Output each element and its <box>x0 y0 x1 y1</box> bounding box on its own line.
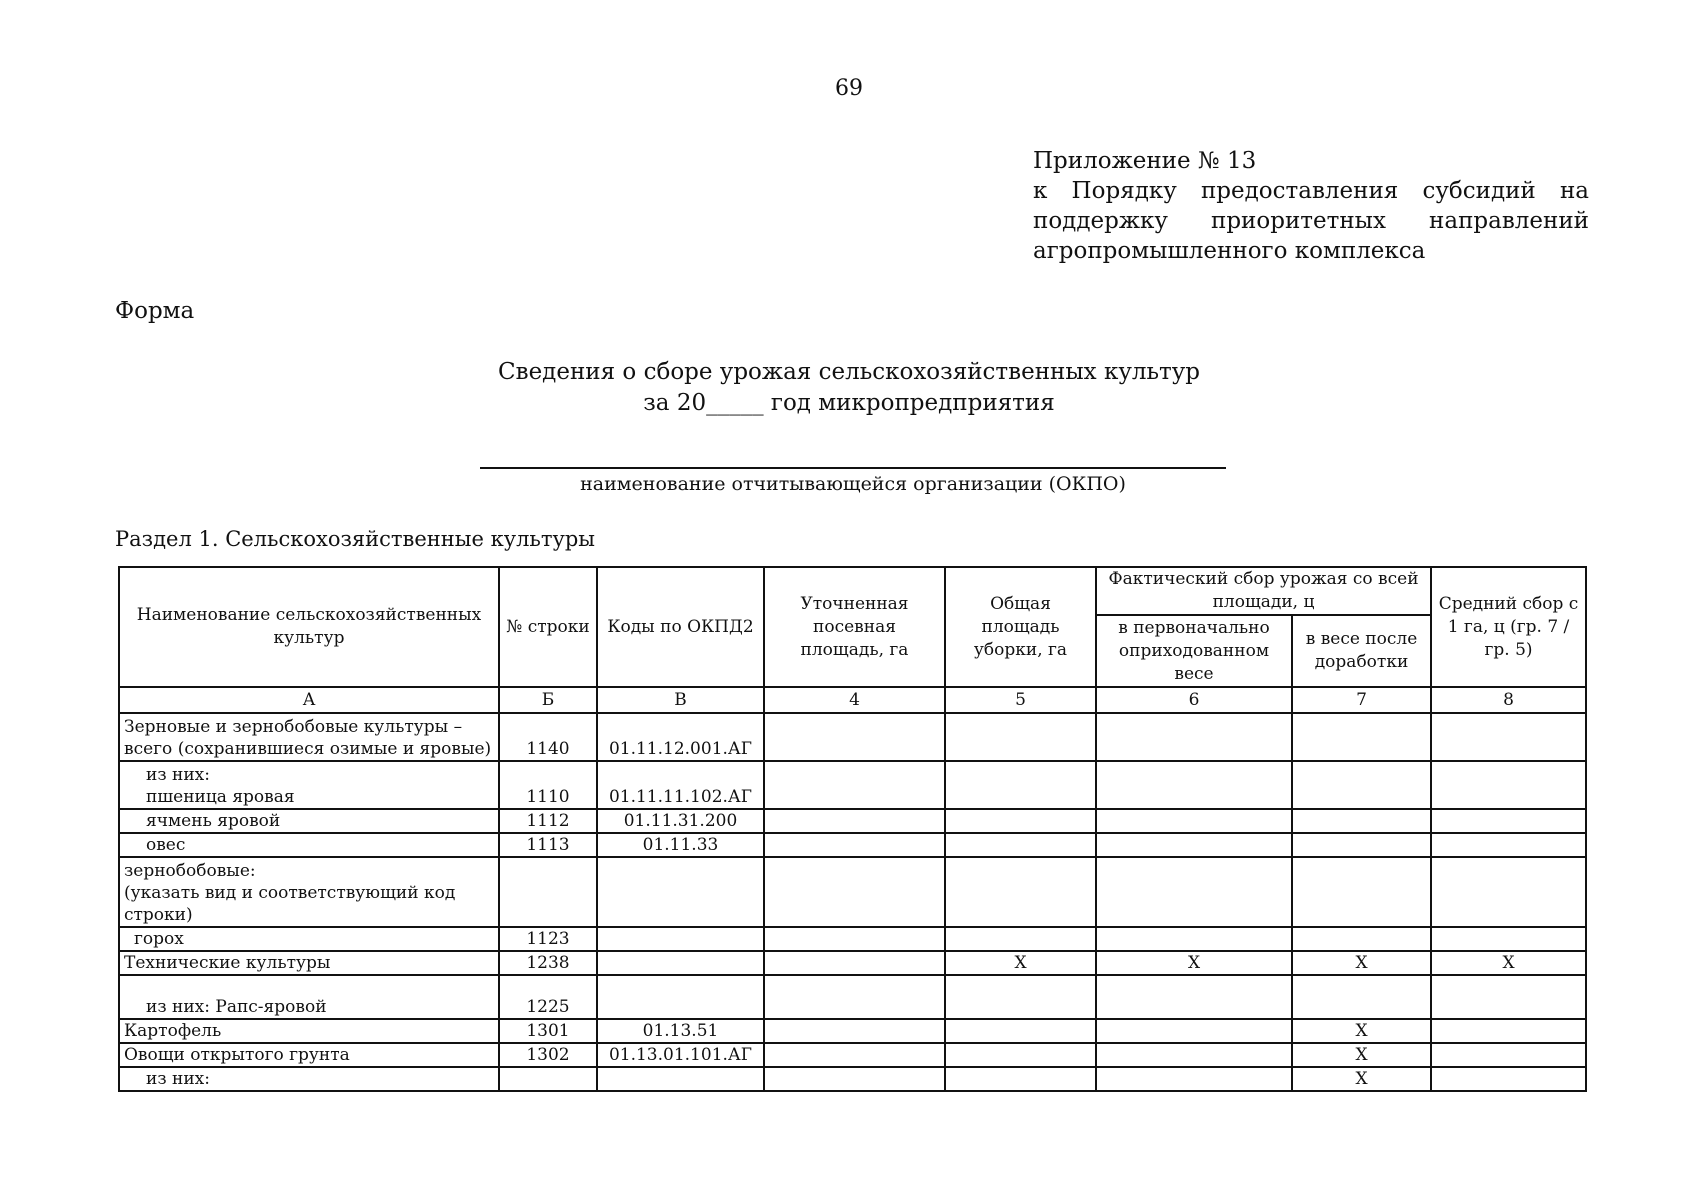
appendix-title: Приложение № 13 <box>1033 148 1257 174</box>
sown-area-cell <box>764 809 945 833</box>
table-row <box>119 833 1586 857</box>
harvest-area-cell: Х <box>945 951 1096 975</box>
okpd2-code-cell: 01.11.33 <box>597 833 764 857</box>
table-row <box>119 809 1586 833</box>
table-row <box>119 975 1586 1019</box>
okpd2-code-cell: 01.13.51 <box>597 1019 764 1043</box>
form-label: Форма <box>115 298 195 324</box>
table-row <box>119 1019 1586 1043</box>
crop-name-cell: овес <box>119 833 499 857</box>
initial-weight-cell <box>1096 761 1292 809</box>
crop-name-cell: из них: Рапс-яровой <box>119 975 499 1019</box>
after-processing-cell <box>1292 809 1431 833</box>
row-number-cell: 1302 <box>499 1043 597 1067</box>
average-yield-cell: Х <box>1431 951 1586 975</box>
sown-area-cell <box>764 761 945 809</box>
header-average-yield: Средний сбор с 1 га, ц (гр. 7 / гр. 5) <box>1431 567 1586 687</box>
average-yield-cell <box>1431 857 1586 927</box>
organization-fill-line <box>480 467 1226 469</box>
after-processing-cell: Х <box>1292 951 1431 975</box>
okpd2-code-cell <box>597 951 764 975</box>
harvest-area-cell <box>945 713 1096 761</box>
appendix-line: поддержку приоритетных направлений <box>1033 208 1589 234</box>
header-initial-weight: в первоначально оприходованном весе <box>1096 615 1292 687</box>
initial-weight-cell <box>1096 975 1292 1019</box>
table-row <box>119 761 1586 809</box>
after-processing-cell <box>1292 857 1431 927</box>
section-title: Раздел 1. Сельскохозяйственные культуры <box>115 527 595 551</box>
average-yield-cell <box>1431 713 1586 761</box>
after-processing-cell <box>1292 713 1431 761</box>
organization-caption: наименование отчитывающейся организации (ОКПО) <box>580 473 1126 495</box>
crop-name-cell: из них: пшеница яровая <box>119 761 499 809</box>
after-processing-cell: Х <box>1292 1067 1431 1091</box>
row-number-cell: 1238 <box>499 951 597 975</box>
document-title <box>0 357 1698 419</box>
header-actual-yield: Фактический сбор урожая со всей площади, ц <box>1096 567 1431 615</box>
title-line: Сведения о сборе урожая сельскохозяйственных культур <box>498 359 1200 385</box>
okpd2-code-cell <box>597 927 764 951</box>
appendix-line: к Порядку предоставления субсидий на <box>1033 178 1589 204</box>
sown-area-cell <box>764 927 945 951</box>
crop-harvest-table <box>118 566 1587 1092</box>
row-number-cell <box>499 857 597 927</box>
average-yield-cell <box>1431 1043 1586 1067</box>
initial-weight-cell <box>1096 809 1292 833</box>
sown-area-cell <box>764 1043 945 1067</box>
header-after-processing: в весе после доработки <box>1292 615 1431 687</box>
average-yield-cell <box>1431 1019 1586 1043</box>
crop-name-cell: зернобобовые: (указать вид и соответствующий код строки) <box>119 857 499 927</box>
harvest-area-cell <box>945 833 1096 857</box>
sown-area-cell <box>764 951 945 975</box>
okpd2-code-cell <box>597 975 764 1019</box>
row-number-cell: 1140 <box>499 713 597 761</box>
column-number: 4 <box>764 687 945 713</box>
crop-name-cell: Овощи открытого грунта <box>119 1043 499 1067</box>
average-yield-cell <box>1431 809 1586 833</box>
okpd2-code-cell: 01.11.11.102.АГ <box>597 761 764 809</box>
table-row <box>119 713 1586 761</box>
after-processing-cell <box>1292 761 1431 809</box>
harvest-area-cell <box>945 927 1096 951</box>
row-number-cell: 1110 <box>499 761 597 809</box>
column-number: 5 <box>945 687 1096 713</box>
column-number: 6 <box>1096 687 1292 713</box>
appendix-line: агропромышленного комплекса <box>1033 238 1426 264</box>
header-crop-name: Наименование сельскохозяйственных культур <box>119 567 499 687</box>
sown-area-cell <box>764 713 945 761</box>
table-row <box>119 1067 1586 1091</box>
row-number-cell: 1112 <box>499 809 597 833</box>
okpd2-code-cell: 01.13.01.101.АГ <box>597 1043 764 1067</box>
okpd2-code-cell <box>597 1067 764 1091</box>
initial-weight-cell <box>1096 927 1292 951</box>
row-number-cell <box>499 1067 597 1091</box>
harvest-area-cell <box>945 1019 1096 1043</box>
row-number-cell: 1301 <box>499 1019 597 1043</box>
column-number: А <box>119 687 499 713</box>
header-sown-area: Уточненная посевная площадь, га <box>764 567 945 687</box>
harvest-area-cell <box>945 857 1096 927</box>
crop-name-cell: Картофель <box>119 1019 499 1043</box>
after-processing-cell: Х <box>1292 1043 1431 1067</box>
sown-area-cell <box>764 1019 945 1043</box>
initial-weight-cell <box>1096 833 1292 857</box>
average-yield-cell <box>1431 761 1586 809</box>
appendix-block <box>1033 146 1589 266</box>
row-number-cell: 1225 <box>499 975 597 1019</box>
average-yield-cell <box>1431 927 1586 951</box>
initial-weight-cell: Х <box>1096 951 1292 975</box>
column-number: 8 <box>1431 687 1586 713</box>
table-body <box>119 713 1586 1091</box>
page-number: 69 <box>835 76 863 101</box>
sown-area-cell <box>764 857 945 927</box>
column-number: В <box>597 687 764 713</box>
crop-name-cell: Технические культуры <box>119 951 499 975</box>
column-number: Б <box>499 687 597 713</box>
crop-name-cell: горох <box>119 927 499 951</box>
after-processing-cell <box>1292 833 1431 857</box>
table-row <box>119 951 1586 975</box>
title-line: за 20_____ год микропредприятия <box>643 390 1055 416</box>
initial-weight-cell <box>1096 1019 1292 1043</box>
crop-name-cell: из них: <box>119 1067 499 1091</box>
header-okpd2-codes: Коды по ОКПД2 <box>597 567 764 687</box>
harvest-area-cell <box>945 1067 1096 1091</box>
average-yield-cell <box>1431 833 1586 857</box>
sown-area-cell <box>764 1067 945 1091</box>
row-number-cell: 1113 <box>499 833 597 857</box>
average-yield-cell <box>1431 975 1586 1019</box>
harvest-area-cell <box>945 809 1096 833</box>
average-yield-cell <box>1431 1067 1586 1091</box>
header-harvest-area: Общая площадь уборки, га <box>945 567 1096 687</box>
table-row <box>119 927 1586 951</box>
after-processing-cell: Х <box>1292 1019 1431 1043</box>
initial-weight-cell <box>1096 857 1292 927</box>
initial-weight-cell <box>1096 713 1292 761</box>
harvest-area-cell <box>945 1043 1096 1067</box>
sown-area-cell <box>764 975 945 1019</box>
crop-name-cell: ячмень яровой <box>119 809 499 833</box>
after-processing-cell <box>1292 975 1431 1019</box>
harvest-area-cell <box>945 761 1096 809</box>
initial-weight-cell <box>1096 1067 1292 1091</box>
okpd2-code-cell: 01.11.12.001.АГ <box>597 713 764 761</box>
row-number-cell: 1123 <box>499 927 597 951</box>
header-row-number: № строки <box>499 567 597 687</box>
table-row <box>119 857 1586 927</box>
after-processing-cell <box>1292 927 1431 951</box>
initial-weight-cell <box>1096 1043 1292 1067</box>
okpd2-code-cell: 01.11.31.200 <box>597 809 764 833</box>
crop-name-cell: Зерновые и зернобобовые культуры – всего (сохранившиеся озимые и яровые) <box>119 713 499 761</box>
harvest-area-cell <box>945 975 1096 1019</box>
sown-area-cell <box>764 833 945 857</box>
okpd2-code-cell <box>597 857 764 927</box>
column-number: 7 <box>1292 687 1431 713</box>
table-row <box>119 1043 1586 1067</box>
